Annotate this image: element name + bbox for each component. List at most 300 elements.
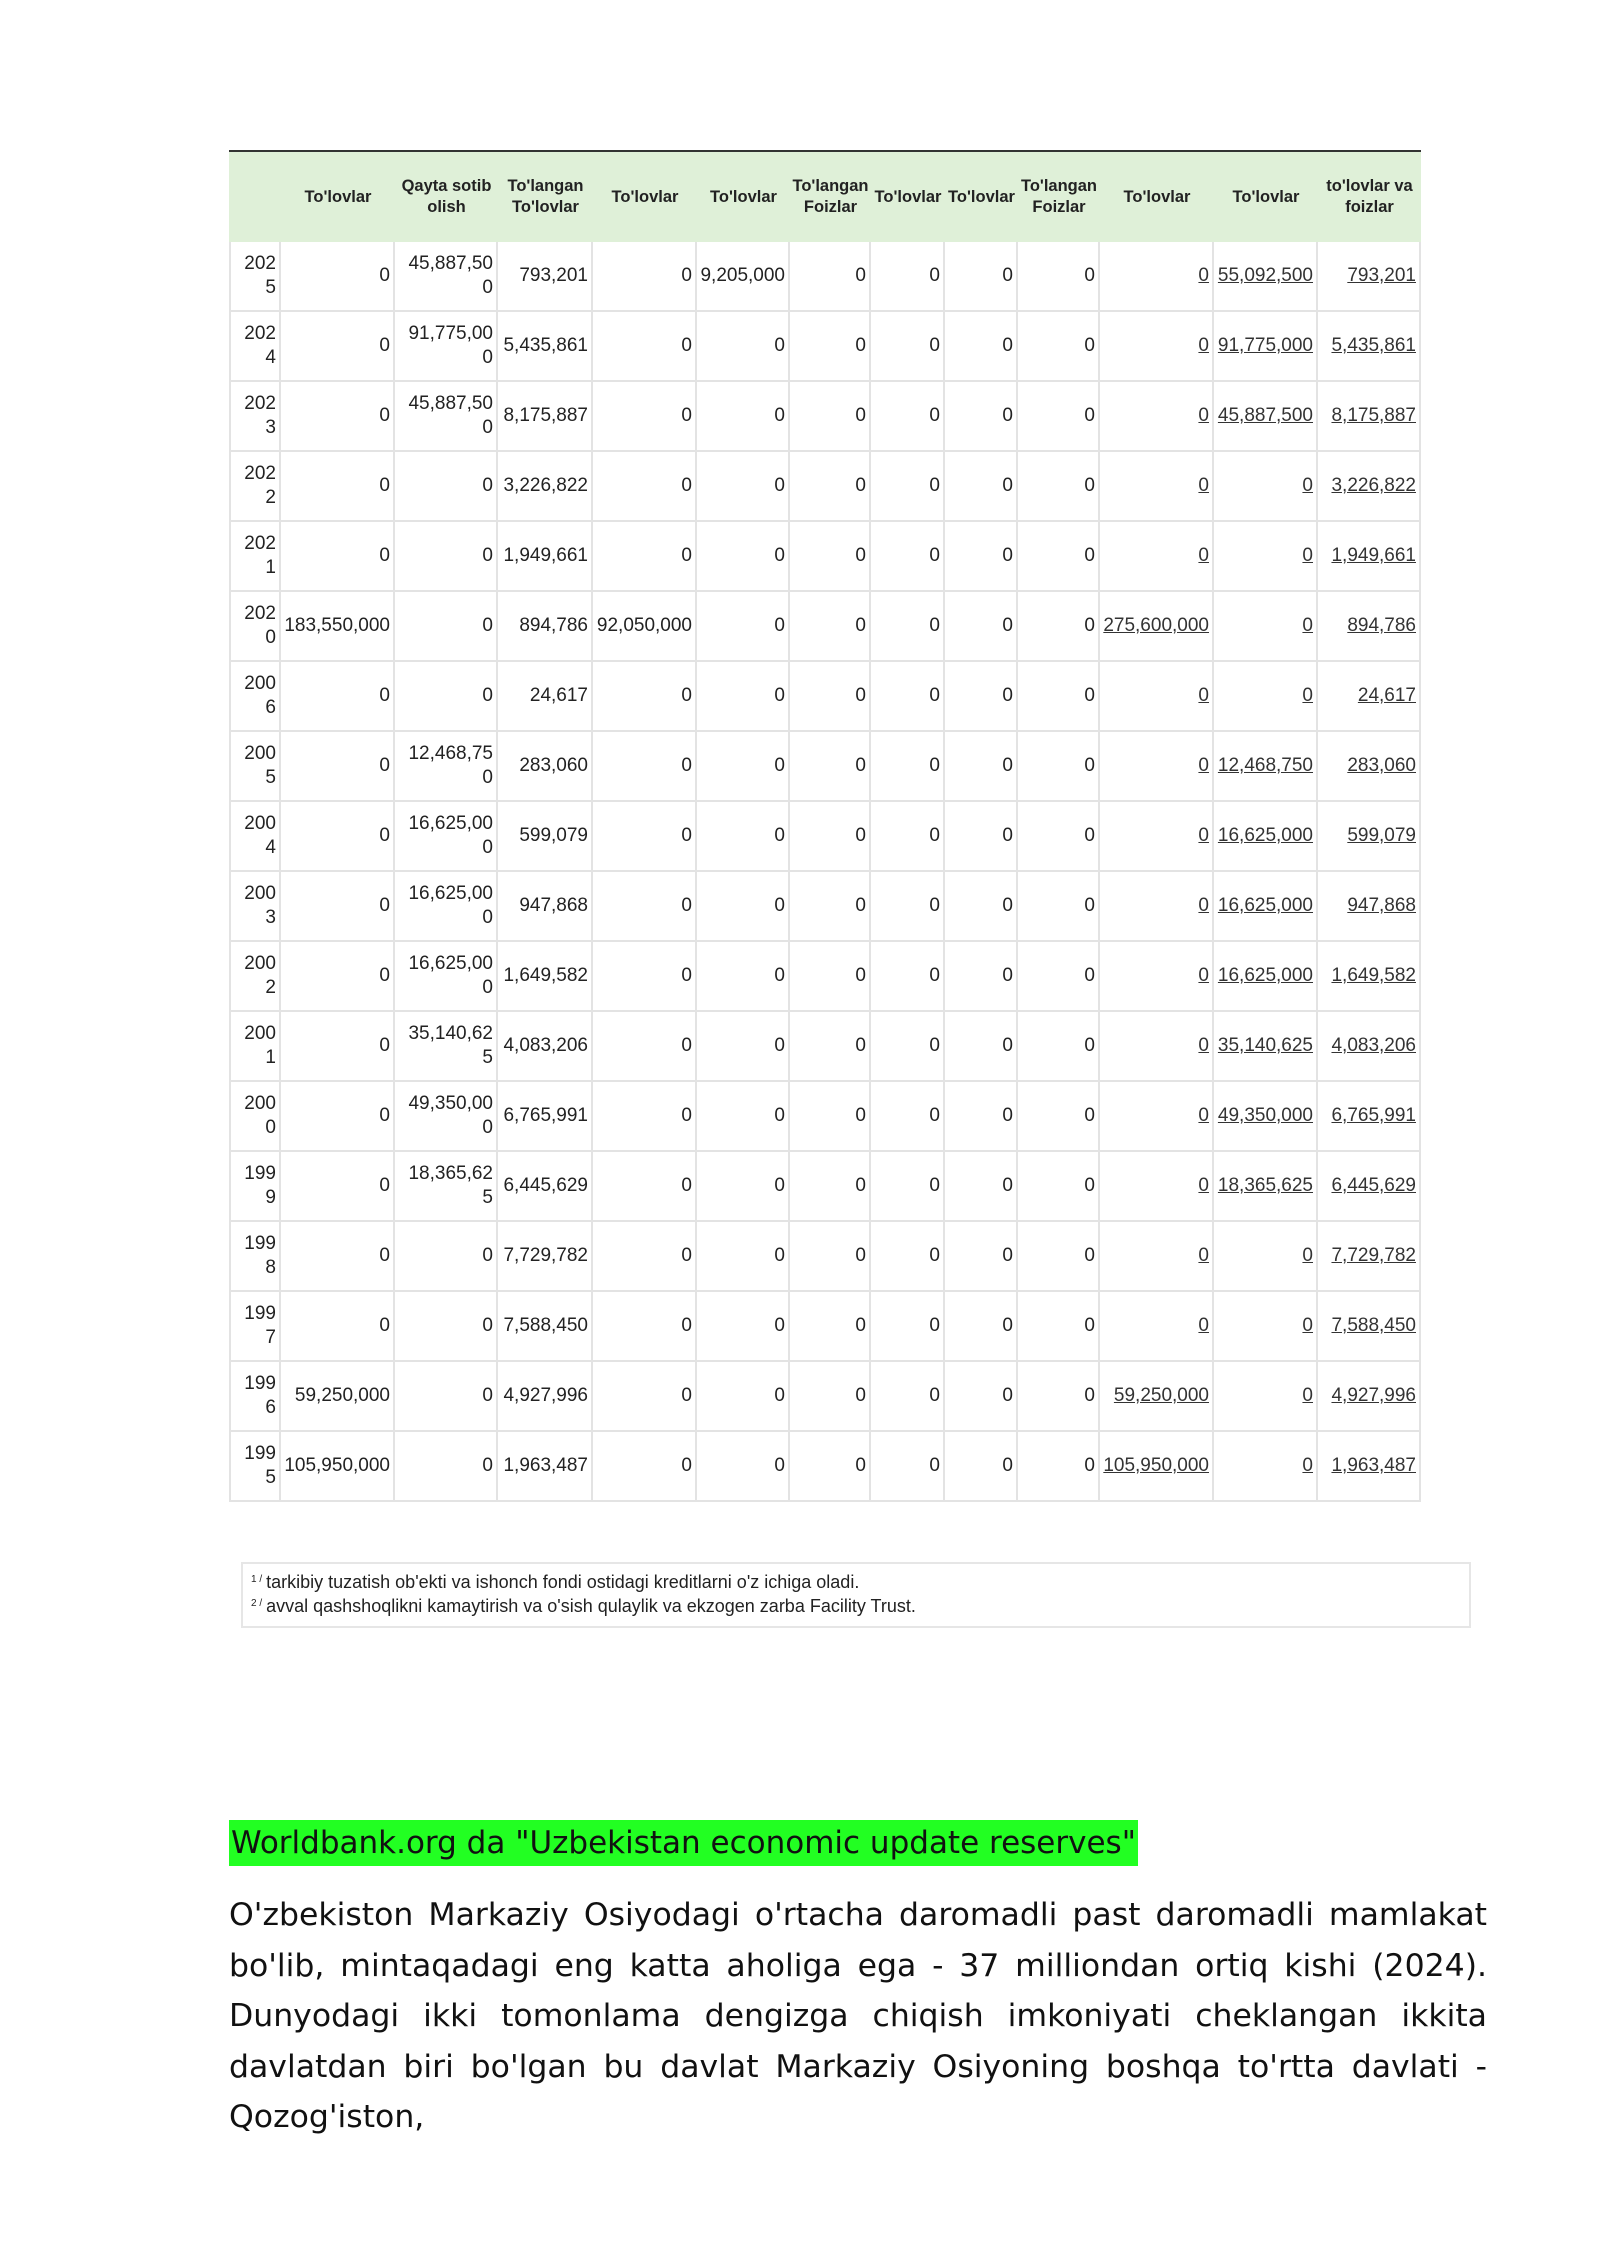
table-cell: 1,963,487 — [498, 1432, 593, 1502]
footnote-2 — [251, 1594, 1461, 1618]
table-cell — [1318, 1082, 1421, 1152]
cell-link[interactable]: 55,092,500 — [1217, 265, 1313, 286]
table-cell: 0 — [593, 942, 697, 1012]
year-cell: 2023 — [229, 382, 281, 452]
table-cell: 0 — [945, 1012, 1018, 1082]
cell-link[interactable]: 0 — [1302, 545, 1313, 566]
table-cell: 0 — [281, 382, 395, 452]
cell-link[interactable]: 0 — [1198, 1035, 1209, 1056]
footnote-text: avval qashshoqlikni kamaytirish va o'sish qulaylik va ekzogen zarba Facility Trust. — [266, 1596, 916, 1616]
year-cell: 2020 — [229, 592, 281, 662]
cell-link[interactable]: 0 — [1198, 405, 1209, 426]
table-row — [229, 242, 1421, 312]
table-cell — [1214, 592, 1318, 662]
table-row — [229, 1292, 1421, 1362]
column-header — [229, 150, 281, 242]
table-cell: 45,887,500 — [395, 382, 498, 452]
table-cell: 0 — [281, 312, 395, 382]
table-cell: 0 — [790, 732, 871, 802]
table-cell: 0 — [945, 1082, 1018, 1152]
table-cell — [1100, 1292, 1214, 1362]
table-cell: 0 — [1018, 1432, 1100, 1502]
cell-link[interactable]: 0 — [1302, 475, 1313, 496]
year-cell: 2021 — [229, 522, 281, 592]
table-row — [229, 382, 1421, 452]
table-cell: 0 — [395, 1432, 498, 1502]
table-cell — [1214, 1012, 1318, 1082]
year-cell: 1995 — [229, 1432, 281, 1502]
table-cell: 12,468,750 — [395, 732, 498, 802]
table-cell: 0 — [281, 1152, 395, 1222]
table-cell: 0 — [593, 1432, 697, 1502]
table-cell: 0 — [871, 1432, 945, 1502]
cell-link[interactable]: 283,060 — [1347, 755, 1416, 776]
cell-link[interactable]: 91,775,000 — [1217, 335, 1313, 356]
table-cell: 0 — [945, 1432, 1018, 1502]
column-header: To'lovlar — [1100, 150, 1214, 242]
cell-link[interactable]: 0 — [1198, 965, 1209, 986]
cell-link[interactable]: 105,950,000 — [1103, 1455, 1209, 1476]
footnotes-box — [241, 1562, 1471, 1628]
cell-link[interactable]: 0 — [1198, 335, 1209, 356]
table-cell: 0 — [871, 872, 945, 942]
table-cell — [1214, 872, 1318, 942]
table-row — [229, 1082, 1421, 1152]
table-cell — [1214, 452, 1318, 522]
table-cell: 0 — [697, 1292, 790, 1362]
cell-link[interactable]: 35,140,625 — [1217, 1035, 1313, 1056]
table-cell: 0 — [945, 662, 1018, 732]
cell-link[interactable]: 1,963,487 — [1331, 1455, 1416, 1476]
table-cell: 0 — [871, 1362, 945, 1432]
table-cell — [1318, 1292, 1421, 1362]
cell-link[interactable]: 59,250,000 — [1113, 1385, 1209, 1406]
table-cell: 0 — [871, 942, 945, 1012]
year-cell: 2024 — [229, 312, 281, 382]
table-cell: 0 — [790, 1432, 871, 1502]
cell-link[interactable]: 49,350,000 — [1217, 1105, 1313, 1126]
table-row — [229, 1152, 1421, 1222]
table-cell: 16,625,000 — [395, 872, 498, 942]
table-cell: 0 — [871, 732, 945, 802]
table-cell — [1318, 1432, 1421, 1502]
table-cell: 0 — [945, 382, 1018, 452]
table-cell: 0 — [281, 1082, 395, 1152]
table-cell: 0 — [871, 382, 945, 452]
table-cell: 0 — [697, 662, 790, 732]
table-cell — [1318, 592, 1421, 662]
table-cell: 7,588,450 — [498, 1292, 593, 1362]
table-cell: 0 — [790, 872, 871, 942]
table-cell: 0 — [790, 1292, 871, 1362]
cell-link[interactable]: 0 — [1302, 615, 1313, 636]
footnote-mark: 2 / — [251, 1598, 263, 1609]
table-cell — [1214, 1152, 1318, 1222]
table-cell: 0 — [945, 872, 1018, 942]
cell-link[interactable]: 16,625,000 — [1217, 895, 1313, 916]
table-cell: 105,950,000 — [281, 1432, 395, 1502]
table-cell: 0 — [1018, 872, 1100, 942]
cell-link[interactable]: 18,365,625 — [1217, 1175, 1313, 1196]
table-cell: 0 — [697, 1432, 790, 1502]
table-cell — [1100, 312, 1214, 382]
year-cell: 2004 — [229, 802, 281, 872]
table-cell — [1318, 1152, 1421, 1222]
cell-link[interactable]: 0 — [1198, 1315, 1209, 1336]
table-cell: 0 — [593, 242, 697, 312]
table-cell — [1214, 1432, 1318, 1502]
table-cell: 0 — [281, 1012, 395, 1082]
table-cell — [1214, 1362, 1318, 1432]
table-cell: 0 — [697, 872, 790, 942]
cell-link[interactable]: 0 — [1198, 265, 1209, 286]
year-cell: 2000 — [229, 1082, 281, 1152]
year-cell: 2005 — [229, 732, 281, 802]
table-cell: 0 — [790, 1082, 871, 1152]
table-cell — [1318, 312, 1421, 382]
table-cell — [1318, 942, 1421, 1012]
table-cell: 0 — [697, 452, 790, 522]
table-cell: 0 — [790, 662, 871, 732]
table-cell — [1318, 1222, 1421, 1292]
table-cell: 9,205,000 — [697, 242, 790, 312]
table-cell — [1100, 592, 1214, 662]
table-cell: 0 — [593, 1292, 697, 1362]
cell-link[interactable]: 24,617 — [1357, 685, 1416, 706]
table-cell: 49,350,000 — [395, 1082, 498, 1152]
table-cell: 0 — [945, 592, 1018, 662]
table-cell: 0 — [697, 1082, 790, 1152]
table-cell — [1100, 942, 1214, 1012]
table-cell: 0 — [593, 1222, 697, 1292]
table-cell: 0 — [697, 592, 790, 662]
table-cell: 0 — [790, 242, 871, 312]
table-cell: 16,625,000 — [395, 942, 498, 1012]
table-cell: 0 — [697, 1152, 790, 1222]
table-cell — [1100, 1152, 1214, 1222]
table-cell: 0 — [945, 1292, 1018, 1362]
column-header: To'langan To'lovlar — [498, 150, 593, 242]
table-row — [229, 452, 1421, 522]
cell-link[interactable]: 0 — [1198, 685, 1209, 706]
cell-link[interactable]: 0 — [1302, 685, 1313, 706]
column-header: to'lovlar va foizlar — [1318, 150, 1421, 242]
table-cell: 894,786 — [498, 592, 593, 662]
table-cell: 0 — [281, 802, 395, 872]
table-cell — [1100, 872, 1214, 942]
cell-link[interactable]: 4,083,206 — [1331, 1035, 1416, 1056]
table-cell — [1100, 662, 1214, 732]
year-cell: 1998 — [229, 1222, 281, 1292]
table-cell — [1214, 522, 1318, 592]
cell-link[interactable]: 599,079 — [1347, 825, 1416, 846]
column-header: To'lovlar — [1214, 150, 1318, 242]
table-cell: 0 — [395, 1222, 498, 1292]
cell-link[interactable]: 0 — [1302, 1315, 1313, 1336]
table-cell: 0 — [871, 452, 945, 522]
column-header: To'langan Foizlar — [790, 150, 871, 242]
cell-link[interactable]: 0 — [1198, 895, 1209, 916]
table-row — [229, 942, 1421, 1012]
table-cell: 0 — [1018, 1152, 1100, 1222]
table-cell — [1214, 662, 1318, 732]
table-cell: 0 — [945, 452, 1018, 522]
table-cell: 183,550,000 — [281, 592, 395, 662]
table-cell: 0 — [395, 662, 498, 732]
table-cell: 947,868 — [498, 872, 593, 942]
table-cell: 0 — [593, 732, 697, 802]
table-cell — [1214, 802, 1318, 872]
footnote-1 — [251, 1570, 1461, 1594]
cell-link[interactable]: 1,649,582 — [1331, 965, 1416, 986]
table-cell: 0 — [1018, 732, 1100, 802]
cell-link[interactable]: 0 — [1302, 1385, 1313, 1406]
table-cell: 0 — [697, 1012, 790, 1082]
table-row — [229, 1222, 1421, 1292]
table-cell — [1100, 1222, 1214, 1292]
table-cell: 5,435,861 — [498, 312, 593, 382]
table-cell: 0 — [281, 1292, 395, 1362]
table-cell: 0 — [790, 1012, 871, 1082]
table-cell: 91,775,000 — [395, 312, 498, 382]
table-cell: 0 — [593, 1082, 697, 1152]
cell-link[interactable]: 0 — [1198, 1175, 1209, 1196]
table-cell: 0 — [1018, 452, 1100, 522]
table-cell — [1318, 732, 1421, 802]
cell-link[interactable]: 7,729,782 — [1331, 1245, 1416, 1266]
repayment-table-container — [229, 150, 1421, 1502]
table-header-row — [229, 150, 1421, 242]
table-cell: 0 — [1018, 1292, 1100, 1362]
year-cell: 2025 — [229, 242, 281, 312]
table-cell: 0 — [1018, 382, 1100, 452]
table-cell: 16,625,000 — [395, 802, 498, 872]
table-cell: 0 — [697, 312, 790, 382]
table-cell: 0 — [945, 802, 1018, 872]
table-cell — [1100, 242, 1214, 312]
table-cell: 0 — [697, 382, 790, 452]
table-cell: 0 — [395, 592, 498, 662]
column-header: To'lovlar — [697, 150, 790, 242]
table-cell — [1214, 312, 1318, 382]
table-cell: 0 — [697, 1222, 790, 1292]
table-cell: 0 — [871, 1012, 945, 1082]
table-cell: 0 — [593, 1362, 697, 1432]
table-cell: 0 — [871, 242, 945, 312]
table-cell: 0 — [1018, 592, 1100, 662]
body-paragraph: O'zbekiston Markaziy Osiyodagi o'rtacha daromadli past daromadli mamlakat bo'lib, mintaqadagi eng katta aholiga ega - 37 milliondan ortiq kishi (2024). Dunyodagi ikki tomonlama dengizga chiqish imkoniyati cheklangan ikkita davlatdan biri bo'lgan bu davlat Markaziy Osiyoning boshqa to'rtta davlati - Qozog'iston, — [229, 1897, 1487, 2135]
table-cell — [1318, 1362, 1421, 1432]
year-cell: 1999 — [229, 1152, 281, 1222]
table-cell — [1100, 1012, 1214, 1082]
table-cell — [1318, 522, 1421, 592]
table-cell: 0 — [593, 1012, 697, 1082]
column-header: To'langan Foizlar — [1018, 150, 1100, 242]
table-cell: 0 — [790, 312, 871, 382]
table-cell: 0 — [871, 312, 945, 382]
table-cell: 59,250,000 — [281, 1362, 395, 1432]
table-cell: 0 — [871, 592, 945, 662]
table-cell: 0 — [593, 872, 697, 942]
table-cell: 0 — [790, 522, 871, 592]
table-cell: 0 — [1018, 802, 1100, 872]
table-cell: 0 — [281, 662, 395, 732]
cell-link[interactable]: 0 — [1198, 825, 1209, 846]
table-cell: 0 — [1018, 1082, 1100, 1152]
table-cell: 0 — [1018, 312, 1100, 382]
table-cell: 4,083,206 — [498, 1012, 593, 1082]
table-cell: 18,365,625 — [395, 1152, 498, 1222]
table-cell: 8,175,887 — [498, 382, 593, 452]
cell-link[interactable]: 8,175,887 — [1331, 405, 1416, 426]
cell-link[interactable]: 793,201 — [1347, 265, 1416, 286]
table-cell — [1214, 732, 1318, 802]
cell-link[interactable]: 3,226,822 — [1331, 475, 1416, 496]
table-cell — [1318, 872, 1421, 942]
cell-link[interactable]: 947,868 — [1347, 895, 1416, 916]
table-cell: 0 — [395, 452, 498, 522]
table-cell: 0 — [281, 732, 395, 802]
table-cell: 0 — [945, 522, 1018, 592]
table-row — [229, 312, 1421, 382]
table-cell: 0 — [790, 942, 871, 1012]
table-cell — [1318, 802, 1421, 872]
table-cell — [1318, 452, 1421, 522]
cell-link[interactable]: 7,588,450 — [1331, 1315, 1416, 1336]
table-cell — [1214, 1222, 1318, 1292]
table-cell: 35,140,625 — [395, 1012, 498, 1082]
table-cell: 0 — [871, 1152, 945, 1222]
cell-link[interactable]: 275,600,000 — [1103, 615, 1209, 636]
cell-link[interactable]: 0 — [1302, 1245, 1313, 1266]
year-cell: 2001 — [229, 1012, 281, 1082]
table-cell — [1318, 1012, 1421, 1082]
table-cell: 0 — [395, 522, 498, 592]
table-cell: 0 — [1018, 1362, 1100, 1432]
table-cell: 0 — [697, 942, 790, 1012]
table-cell: 6,765,991 — [498, 1082, 593, 1152]
column-header: To'lovlar — [871, 150, 945, 242]
table-cell: 0 — [281, 242, 395, 312]
table-cell — [1100, 382, 1214, 452]
cell-link[interactable]: 12,468,750 — [1217, 755, 1313, 776]
table-cell: 0 — [697, 802, 790, 872]
table-cell: 0 — [395, 1362, 498, 1432]
table-cell — [1100, 1082, 1214, 1152]
table-cell: 0 — [281, 942, 395, 1012]
table-cell: 0 — [1018, 662, 1100, 732]
footnote-text: tarkibiy tuzatish ob'ekti va ishonch fondi ostidagi kreditlarni o'z ichiga oladi. — [266, 1572, 860, 1592]
cell-link[interactable]: 894,786 — [1347, 615, 1416, 636]
table-cell — [1100, 732, 1214, 802]
table-cell — [1100, 1432, 1214, 1502]
table-row — [229, 732, 1421, 802]
cell-link[interactable]: 5,435,861 — [1331, 335, 1416, 356]
table-row — [229, 522, 1421, 592]
year-cell: 2022 — [229, 452, 281, 522]
table-cell: 3,226,822 — [498, 452, 593, 522]
table-cell: 0 — [945, 312, 1018, 382]
table-row — [229, 872, 1421, 942]
table-cell: 0 — [1018, 942, 1100, 1012]
year-cell: 1996 — [229, 1362, 281, 1432]
cell-link[interactable]: 45,887,500 — [1217, 405, 1313, 426]
table-row — [229, 592, 1421, 662]
cell-link[interactable]: 6,445,629 — [1331, 1175, 1416, 1196]
year-cell: 2002 — [229, 942, 281, 1012]
table-cell — [1214, 382, 1318, 452]
table-cell: 0 — [395, 1292, 498, 1362]
year-cell: 2003 — [229, 872, 281, 942]
table-cell — [1100, 522, 1214, 592]
table-cell: 0 — [945, 732, 1018, 802]
table-cell: 0 — [697, 732, 790, 802]
cell-link[interactable]: 0 — [1198, 475, 1209, 496]
cell-link[interactable]: 6,765,991 — [1331, 1105, 1416, 1126]
cell-link[interactable]: 0 — [1198, 1105, 1209, 1126]
table-cell: 0 — [945, 1362, 1018, 1432]
table-cell: 4,927,996 — [498, 1362, 593, 1432]
table-cell: 0 — [945, 1152, 1018, 1222]
table-cell — [1318, 242, 1421, 312]
table-cell: 0 — [871, 1292, 945, 1362]
cell-link[interactable]: 0 — [1198, 755, 1209, 776]
table-cell: 0 — [593, 452, 697, 522]
cell-link[interactable]: 4,927,996 — [1331, 1385, 1416, 1406]
table-cell: 7,729,782 — [498, 1222, 593, 1292]
table-body — [229, 242, 1421, 1502]
cell-link[interactable]: 0 — [1198, 545, 1209, 566]
table-cell: 0 — [790, 382, 871, 452]
table-cell: 1,949,661 — [498, 522, 593, 592]
cell-link[interactable]: 0 — [1198, 1245, 1209, 1266]
table-cell: 0 — [871, 662, 945, 732]
cell-link[interactable]: 1,949,661 — [1331, 545, 1416, 566]
table-cell: 45,887,500 — [395, 242, 498, 312]
table-cell — [1100, 452, 1214, 522]
column-header: To'lovlar — [593, 150, 697, 242]
table-row — [229, 662, 1421, 732]
section-heading: Worldbank.org da "Uzbekistan economic update reserves" — [229, 1820, 1138, 1866]
table-cell: 0 — [697, 1362, 790, 1432]
table-cell — [1214, 1292, 1318, 1362]
table-cell: 0 — [790, 452, 871, 522]
table-cell: 24,617 — [498, 662, 593, 732]
table-cell: 0 — [945, 942, 1018, 1012]
table-cell: 0 — [871, 1222, 945, 1292]
table-cell: 0 — [790, 1222, 871, 1292]
year-cell: 2006 — [229, 662, 281, 732]
table-cell: 0 — [697, 522, 790, 592]
table-cell: 0 — [593, 1152, 697, 1222]
cell-link[interactable]: 0 — [1302, 1455, 1313, 1476]
cell-link[interactable]: 16,625,000 — [1217, 825, 1313, 846]
table-cell: 0 — [1018, 1222, 1100, 1292]
table-cell: 0 — [1018, 242, 1100, 312]
cell-link[interactable]: 16,625,000 — [1217, 965, 1313, 986]
table-cell: 0 — [945, 242, 1018, 312]
table-cell — [1100, 802, 1214, 872]
table-cell: 599,079 — [498, 802, 593, 872]
table-cell: 0 — [790, 592, 871, 662]
table-cell: 0 — [281, 872, 395, 942]
table-row — [229, 1432, 1421, 1502]
table-cell: 0 — [281, 1222, 395, 1292]
table-cell: 1,649,582 — [498, 942, 593, 1012]
table-cell: 0 — [871, 522, 945, 592]
table-cell — [1214, 1082, 1318, 1152]
table-cell: 0 — [790, 1362, 871, 1432]
